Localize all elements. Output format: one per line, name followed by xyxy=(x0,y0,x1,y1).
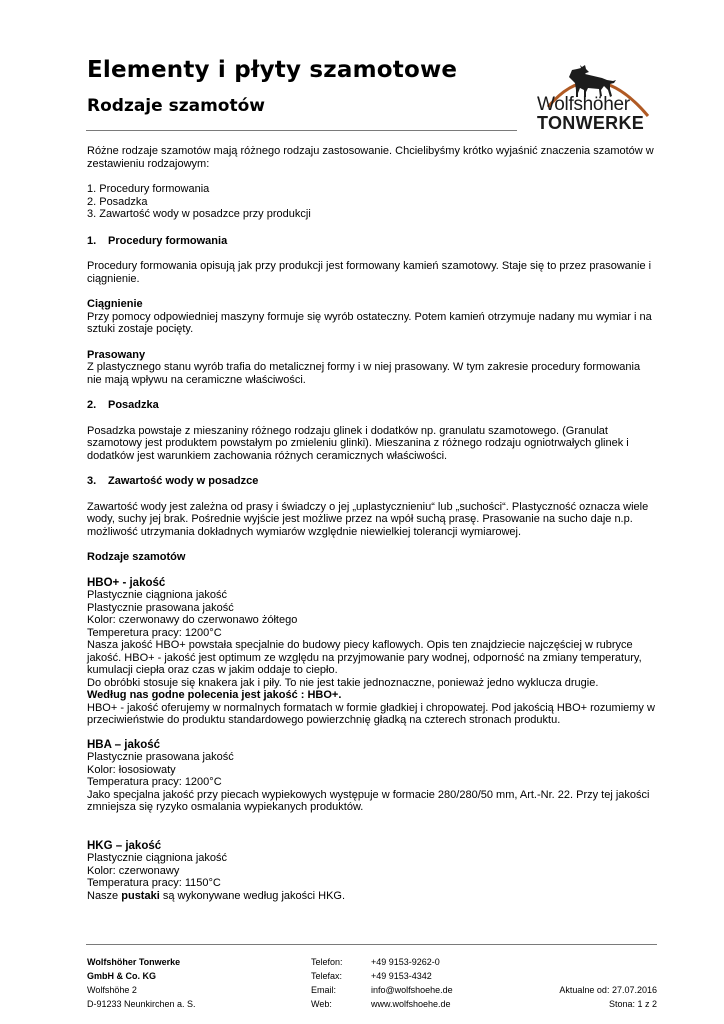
footer-company-form: GmbH & Co. KG xyxy=(87,971,156,981)
list-item: 2. Posadzka xyxy=(87,195,148,208)
quality-paragraph: Do obróbki stosuje się knakera jak i piły. To nie jest takie jednoznaczne, ponieważ jedno wyklucza drugie. xyxy=(87,676,599,689)
quality-line: Kolor: łososiowaty xyxy=(87,763,176,776)
text-fragment-bold: pustaki xyxy=(121,889,160,902)
footer-contact-labels xyxy=(311,955,343,1011)
quality-hbo xyxy=(87,577,657,727)
quality-heading: HBO+ - jakość xyxy=(87,576,166,589)
contents-list xyxy=(87,183,657,221)
quality-line: Plastycznie prasowana jakość xyxy=(87,751,234,763)
section-heading-water xyxy=(87,475,657,488)
quality-recommendation: Według nas godne polecenia jest jakość : HBO+. xyxy=(87,689,342,701)
quality-line: Plastycznie prasowana jakość xyxy=(87,601,234,614)
footer-email[interactable]: info@wolfshoehe.de xyxy=(371,985,453,995)
footer-updated-date: Aktualne od: 27.07.2016 xyxy=(559,985,657,995)
section-paragraph: Procedury formowania opisują jak przy produkcji jest formowany kamień szamotowy. Staje się to przez prasowanie i ciągnienie. xyxy=(87,260,652,285)
section-paragraph: Posadzka powstaje z mieszaniny różnego rodzaju glinek i dodatków np. granulatu szamotowego. (Granulat szamotowy jest produktem powstałym po zmieleniu glinki). Mieszanina z różnego rodzaju ogniotrwałych glinek i dodatków jest warunkiem zachowania różnych ceramicznych właściwości. xyxy=(87,424,629,462)
subsection-text: Przy pomocy odpowiedniej maszyny formuje się wyrób ostateczny. Potem kamień otrzymuje nadany mu wymiar i na sztuki zostaje pocięty. xyxy=(87,310,652,335)
footer-label-web: Web: xyxy=(311,999,332,1009)
footer-street: Wolfshöhe 2 xyxy=(87,985,137,995)
intro-paragraph: Różne rodzaje szamotów mają różnego rodzaju zastosowanie. Chcielibyśmy krótko wyjaśnić znaczenia szamotów w zestawieniu rodzajowym: xyxy=(87,145,654,170)
list-item: 3. Zawartość wody w posadzce przy produkcji xyxy=(87,208,311,220)
footer-address xyxy=(87,955,196,1011)
quality-paragraph: Jako specjalna jakość przy piecach wypiekowych występuje w formacie 280/280/50 mm, Art.-Nr. 22. Przy tej jakości zmniejsza się ryzyko osmalania wypiekanych produktów. xyxy=(87,788,650,813)
footer-meta xyxy=(559,955,657,1011)
types-heading: Rodzaje szamotów xyxy=(87,551,186,563)
quality-line: Temperetura pracy: 1200°C xyxy=(87,626,222,639)
text-fragment: Nasze xyxy=(87,889,122,902)
footer-contact-values xyxy=(371,955,453,1011)
logo-text-tonwerke: TONWERKE xyxy=(537,113,645,133)
quality-paragraph: HBO+ - jakość oferujemy w normalnych formatach w formie gładkiej i chropowatej. Pod jakością HBO+ rozumiemy w przeciwieństwie do produktu standardowego powierzchnię gładką na czterech stronach produktu. xyxy=(87,701,655,726)
section-paragraph: Zawartość wody jest zależna od prasy i świadczy o jej „uplastycznieniu“ lub „suchości“. Plastyczność oznacza wiele wody, suchy jej brak. Pośrednie wyjście jest możliwe przez na wpół suchą prasę. Prasowanie na sucho daje n.p. możliwość utrzymania dokładnych wymiarów względnie niewielkiej tolerancji wymiarowej. xyxy=(87,500,649,538)
text-fragment: są wykonywane według jakości HKG. xyxy=(159,889,346,902)
section-number: 2. xyxy=(87,399,97,411)
quality-hkg xyxy=(87,840,657,903)
quality-line: Kolor: czerwonawy xyxy=(87,864,180,877)
footer-website[interactable]: www.wolfshoehe.de xyxy=(371,999,451,1009)
section-number: 3. xyxy=(87,475,97,487)
section-title: Procedury formowania xyxy=(108,234,228,247)
subsection-text: Z plastycznego stanu wyrób trafia do metalicznej formy i w niej prasowany. W tym zakresie procedury formowania nie mają wpływu na ceramiczne właściwości. xyxy=(87,361,641,386)
footer-company-name: Wolfshöher Tonwerke xyxy=(87,957,181,967)
section-title: Zawartość wody w posadzce xyxy=(108,475,259,487)
document-body xyxy=(87,145,657,914)
quality-line: Kolor: czerwonawy do czerwonawo żółtego xyxy=(87,614,298,626)
section-heading-procedures xyxy=(87,235,657,248)
quality-line: Temperatura pracy: 1200°C xyxy=(87,776,222,788)
quality-paragraph: Nasza jakość HBO+ powstała specjalnie do budowy piecy kaflowych. Opis ten znajdziecie najczęściej w rubryce jakość. HBO+ - jakość jest optimum ze względu na przyjmowanie pary wodnej, odporność na zmiany temperatury, kumulacji ciepła oraz czas w jakim oddaje to ciepło. xyxy=(87,639,642,676)
quality-line: Plastycznie ciągniona jakość xyxy=(87,852,228,864)
logo-text-wolfshoeher: Wolfshöher xyxy=(537,94,630,115)
quality-line: Plastycznie ciągniona jakość xyxy=(87,589,228,601)
quality-hba xyxy=(87,739,657,814)
subsection-heading: Prasowany xyxy=(87,348,146,361)
quality-heading: HKG – jakość xyxy=(87,839,162,852)
page-title: Elementy i płyty szamotowe xyxy=(87,57,458,83)
spacer xyxy=(87,826,657,840)
header-divider xyxy=(86,130,517,131)
subsection-pressed xyxy=(87,349,657,387)
subsection-drawing xyxy=(87,298,657,336)
footer-page-number: Stona: 1 z 2 xyxy=(608,999,657,1009)
section-heading-floor xyxy=(87,399,657,412)
subsection-heading: Ciągnienie xyxy=(87,298,143,310)
quality-line: Temperatura pracy: 1150°C xyxy=(87,877,221,889)
footer-label-phone: Telefon: xyxy=(311,957,343,967)
footer-phone: +49 9153-9262-0 xyxy=(371,957,440,967)
footer-label-fax: Telefax: xyxy=(311,971,343,981)
quality-heading: HBA – jakość xyxy=(87,738,161,751)
footer-label-email: Email: xyxy=(311,985,337,995)
section-title: Posadzka xyxy=(108,399,159,411)
page-subtitle: Rodzaje szamotów xyxy=(87,96,265,116)
list-item: 1. Procedury formowania xyxy=(87,183,210,195)
footer-divider xyxy=(86,944,657,945)
footer-city: D-91233 Neunkirchen a. S. xyxy=(87,999,196,1009)
footer-fax: +49 9153-4342 xyxy=(371,971,432,981)
company-logo xyxy=(528,50,660,135)
quality-paragraph xyxy=(87,890,657,903)
section-number: 1. xyxy=(87,234,97,247)
